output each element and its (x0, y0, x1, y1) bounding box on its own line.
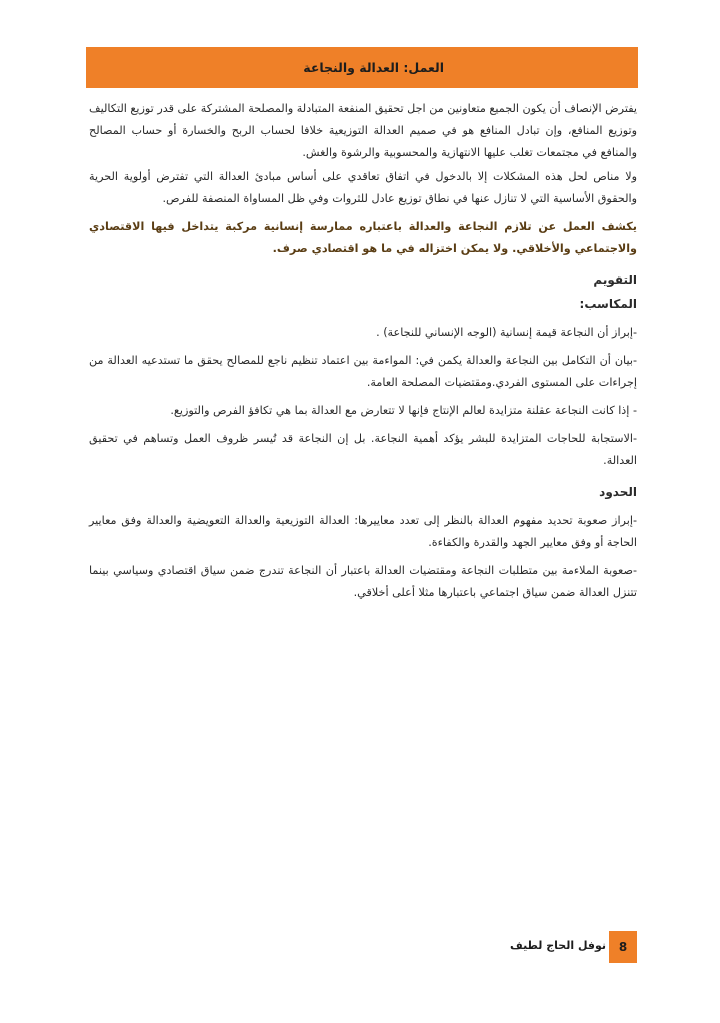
gain-item-1: -إبراز أن النجاعة قيمة إنسانية (الوجه الإنساني للنجاعة) . (376, 326, 637, 339)
thesis-statement: يكشف العمل عن تلازم النجاعة والعدالة باعتباره ممارسة إنسانية مركبة يتداخل فيها الاقتصادي والاجتماعي والأخلاقي. ولا يمكن اختزاله في ما هو اقتصادي صرف. (89, 220, 637, 255)
limit-item-2: -صعوبة الملاءمة بين متطلبات النجاعة ومقتضيات العدالة باعتبار أن النجاعة تندرج ضمن سياق اقتصادي وسياسي بينما تتنزل العدالة ضمن سياق اجتماعي باعتبارها مثلا أعلى أخلاقي. (89, 564, 637, 599)
page-number-badge (609, 931, 637, 963)
gain-item-2: -بيان أن التكامل بين النجاعة والعدالة يكمن في: المواءمة بين اعتماد تنظيم ناجع للمصالح يحقق ما تستدعيه العدالة من إجراءات على المستوى الفردي.ومقتضيات المصلحة العامة. (89, 354, 637, 389)
gain-item-4: -الاستجابة للحاجات المتزايدة للبشر يؤكد أهمية النجاعة. بل إن النجاعة قد تُيسر ظروف العمل وتساهم في تحقيق العدالة. (89, 432, 637, 467)
footer-author: نوفل الحاج لطيف (509, 939, 606, 952)
page-number: 8 (618, 940, 628, 954)
gains-heading: المكاسب: (579, 297, 637, 311)
gain-item-3: - إذا كانت النجاعة عقلنة متزايدة لعالم الإنتاج فإنها لا تتعارض مع العدالة بما هي تكافؤ الفرص والتوزيع. (170, 404, 637, 417)
chapter-header-band (86, 47, 638, 88)
page-content (89, 98, 637, 604)
intro-paragraph-2: ولا مناص لحل هذه المشكلات إلا بالدخول في اتفاق تعاقدي على أساس مبادئ العدالة التي تفترض أولوية الحرية والحقوق الأساسية التي لا تنازل عنها في نطاق توزيع عادل للثروات وفي ظل المساواة المنصفة للفرص. (89, 170, 637, 205)
evaluation-heading: التقويم (593, 273, 637, 287)
limits-heading: الحدود (599, 485, 637, 499)
intro-paragraph-1: يفترض الإنصاف أن يكون الجميع متعاونين من اجل تحقيق المنفعة المتبادلة والمصلحة المشتركة على قدر توزيع التكاليف وتوزيع المنافع، وإن تبادل المنافع هو في صميم العدالة التوزيعية خلافا لحساب الربح والخسارة أو حساب المصالح والمنافع في مجتمعات تغلب عليها الانتهازية والمحسوبية والرشوة والغش. (89, 102, 637, 159)
limit-item-1: -إبراز صعوبة تحديد مفهوم العدالة بالنظر إلى تعدد معاييرها: العدالة التوزيعية والعدالة التعويضية والعدالة وفق معايير الحاجة أو وفق معايير الجهد والقدرة والكفاءة. (89, 514, 637, 549)
chapter-title: العمل: العدالة والنجاعة (303, 60, 444, 75)
